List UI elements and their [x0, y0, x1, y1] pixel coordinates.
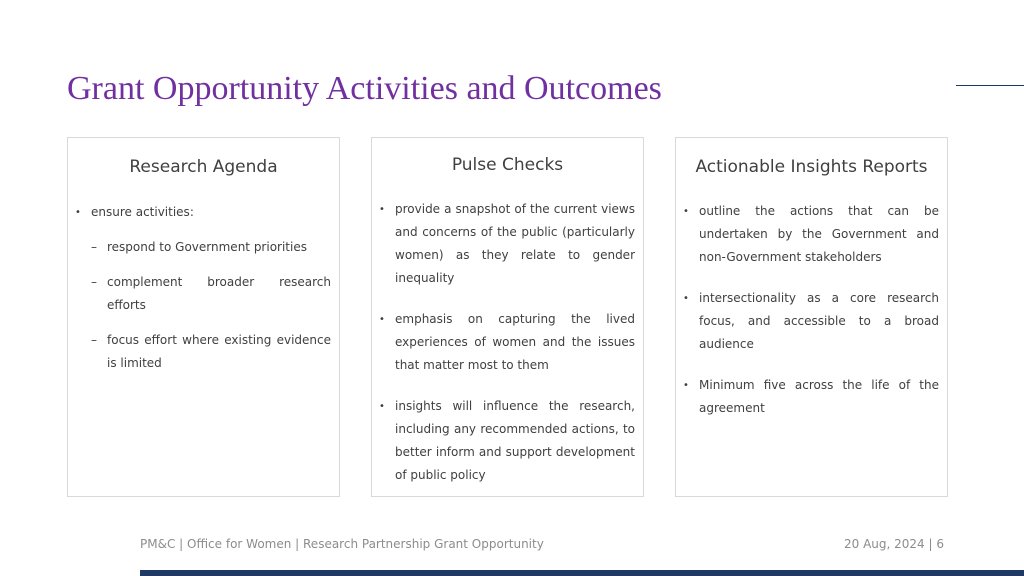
sub-list-item — [91, 329, 331, 375]
dash-icon: – — [91, 275, 97, 289]
list-item-text: outline the actions that can be undertaken by the Government and non-Government stakeholders — [699, 204, 939, 264]
pulse-checks-card — [371, 137, 644, 497]
bullet-list — [683, 200, 939, 420]
list-item-text: ensure activities: — [91, 205, 194, 219]
list-item-text: focus effort where existing evidence is limited — [107, 333, 331, 370]
list-item-text: complement broader research efforts — [107, 275, 331, 312]
list-item-text: insights will influence the research, including any recommended actions, to better inform and support development of public policy — [395, 399, 635, 482]
bullet-icon: • — [683, 380, 689, 391]
list-item — [75, 201, 331, 224]
bullet-icon: • — [75, 207, 81, 218]
list-item-text: Minimum five across the life of the agreement — [699, 378, 939, 415]
list-item-text: provide a snapshot of the current views and concerns of the public (particularly women) as they relate to gender inequality — [395, 202, 635, 285]
bullet-list — [379, 198, 635, 487]
footer-bar — [140, 570, 1024, 576]
list-item-text: emphasis on capturing the lived experiences of women and the issues that matter most to them — [395, 312, 635, 372]
list-item — [683, 287, 939, 356]
title-divider — [956, 85, 1024, 86]
list-item — [379, 198, 635, 290]
sub-list-item — [91, 236, 331, 259]
footer-source: PM&C | Office for Women | Research Partnership Grant Opportunity — [140, 537, 544, 551]
bullet-icon: • — [683, 293, 689, 304]
bullet-icon: • — [379, 204, 385, 215]
bullet-icon: • — [379, 401, 385, 412]
bullet-icon: • — [683, 206, 689, 217]
list-item — [379, 395, 635, 487]
card-heading: Actionable Insights Reports — [695, 157, 928, 177]
dash-icon: – — [91, 240, 97, 254]
card-heading: Research Agenda — [129, 157, 278, 177]
card-heading: Pulse Checks — [451, 155, 564, 175]
list-item — [379, 308, 635, 377]
research-agenda-card — [67, 137, 340, 497]
list-item-text: respond to Government priorities — [107, 240, 307, 254]
footer-date-page: 20 Aug, 2024 | 6 — [844, 537, 944, 551]
sub-list-item — [91, 271, 331, 317]
dash-icon: – — [91, 333, 97, 347]
list-item — [683, 374, 939, 420]
bullet-icon: • — [379, 314, 385, 325]
bullet-list — [75, 201, 331, 375]
list-item — [683, 200, 939, 269]
page-title: Grant Opportunity Activities and Outcomes — [67, 70, 662, 107]
actionable-insights-card — [675, 137, 948, 497]
list-item-text: intersectionality as a core research focus, and accessible to a broad audience — [699, 291, 939, 351]
